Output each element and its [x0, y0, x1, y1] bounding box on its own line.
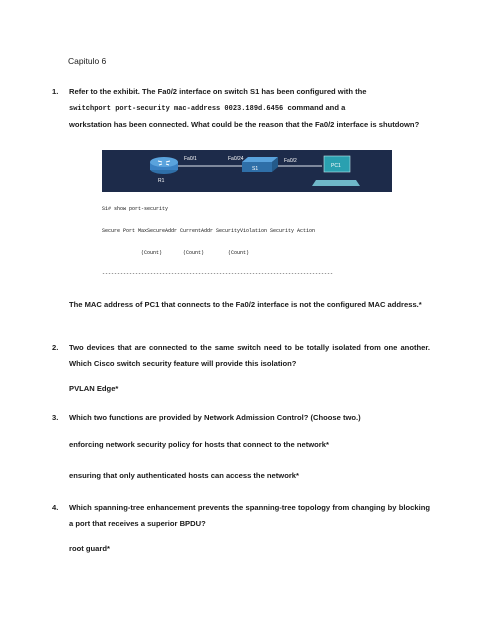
question-line: workstation has been connected. What could be the reason that the Fa0/2 interface is shutdown?	[69, 120, 420, 129]
terminal-output	[102, 192, 392, 282]
question-number: 3.	[52, 413, 59, 422]
router-icon	[150, 157, 178, 174]
pc-label: PC1	[331, 163, 341, 169]
terminal-divider: -----------------------------------------------------------------------------	[102, 271, 334, 278]
command-text: switchport port-security mac-address 0023.189d.6456	[69, 105, 284, 113]
question-text: Which two functions are provided by Network Admission Control? (Choose two.)	[69, 413, 361, 422]
answer-2: PVLAN Edge*	[69, 384, 119, 393]
link-label-fa02: Fa0/2	[284, 158, 297, 164]
exhibit-figure	[102, 150, 392, 282]
answer-3a: enforcing network security policy for hosts that connect to the network*	[69, 440, 329, 449]
router-label: R1	[158, 178, 165, 184]
chapter-title: Capitulo 6	[68, 56, 107, 66]
question-text: Which spanning-tree enhancement prevents the spanning-tree topology from changing by blocking a port that receives a superior BPDU?	[69, 503, 430, 528]
link-label-fa024: Fa0/24	[228, 156, 244, 162]
question-number: 1.	[52, 87, 59, 96]
question-4	[52, 500, 430, 532]
link-label-fa01: Fa0/1	[184, 156, 197, 162]
question-number: 2.	[52, 343, 59, 352]
terminal-command: S1# show port-security	[102, 206, 169, 213]
terminal-header-units: (Count) (Count) (Count)	[102, 249, 250, 256]
question-line: command and a	[287, 103, 346, 112]
question-1	[52, 84, 430, 133]
switch-icon	[242, 157, 278, 172]
question-text	[69, 84, 430, 133]
answer-4: root guard*	[69, 544, 110, 553]
question-text: Two devices that are connected to the same switch need to be totally isolated from one another. Which Cisco switch security feature will provide this isolation?	[69, 343, 430, 368]
switch-label: S1	[252, 166, 259, 172]
question-number: 4.	[52, 503, 59, 512]
question-line: Refer to the exhibit. The Fa0/2 interface on switch S1 has been configured with the	[69, 87, 367, 96]
question-2	[52, 340, 430, 372]
topology-diagram	[102, 150, 392, 194]
terminal-header: Secure Port MaxSecureAddr CurrentAddr SecurityViolation Security Action	[102, 228, 316, 235]
answer-3b: ensuring that only authenticated hosts can access the network*	[69, 471, 299, 480]
answer-1: The MAC address of PC1 that connects to the Fa0/2 interface is not the configured MAC address.*	[69, 300, 422, 309]
question-3	[52, 410, 430, 426]
